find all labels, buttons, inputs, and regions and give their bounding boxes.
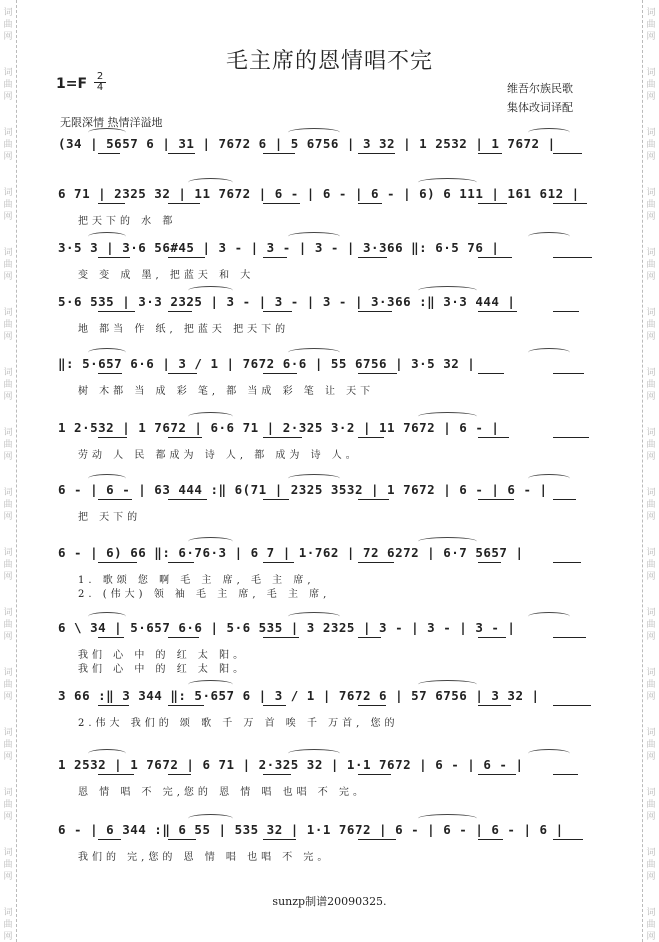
watermark-char: 词 bbox=[646, 248, 656, 258]
watermark-char: 网 bbox=[3, 752, 13, 762]
watermark-char: 曲 bbox=[3, 80, 13, 90]
watermark-char: 曲 bbox=[646, 740, 656, 750]
beam-line bbox=[478, 257, 512, 258]
beam-line bbox=[263, 839, 296, 840]
watermark-char: 曲 bbox=[3, 620, 13, 630]
slur-mark bbox=[528, 348, 570, 357]
beam-line bbox=[168, 774, 191, 775]
watermark-char: 曲 bbox=[646, 500, 656, 510]
beam-line bbox=[478, 499, 514, 500]
watermark-char: 曲 bbox=[646, 680, 656, 690]
beam-line bbox=[168, 257, 205, 258]
beam-line bbox=[553, 774, 578, 775]
watermark-char: 曲 bbox=[646, 860, 656, 870]
beam-line bbox=[478, 637, 506, 638]
credit-lyrics: 集体改词译配 bbox=[507, 101, 573, 114]
watermark-char: 曲 bbox=[646, 20, 656, 30]
beam-line bbox=[168, 637, 199, 638]
lyric-line: 劳动 人 民 都成为 诗 人, 都 成为 诗 人。 bbox=[78, 450, 360, 460]
lyric-line: 我们 心 中 的 红 太 阳。 bbox=[78, 650, 248, 660]
lyric-line: 我们的 完,您的 恩 情 唱 也唱 不 完。 bbox=[78, 852, 332, 862]
beam-line bbox=[478, 153, 502, 154]
left-watermark-strip bbox=[0, 0, 17, 942]
slur-mark bbox=[528, 128, 570, 137]
lyric-line: 树 木都 当 成 彩 笔, 都 当成 彩 笔 让 天下 bbox=[78, 386, 375, 396]
watermark-char: 曲 bbox=[646, 380, 656, 390]
beam-line bbox=[478, 311, 517, 312]
beam-line bbox=[358, 153, 395, 154]
slur-mark bbox=[418, 412, 477, 421]
beam-line bbox=[358, 774, 391, 775]
watermark-char: 曲 bbox=[646, 80, 656, 90]
beam-line bbox=[478, 705, 511, 706]
watermark-char: 词 bbox=[3, 428, 13, 438]
watermark-char: 曲 bbox=[646, 440, 656, 450]
beam-line bbox=[98, 203, 125, 204]
credit-origin: 维吾尔族民歌 bbox=[507, 82, 573, 95]
watermark-char: 曲 bbox=[3, 800, 13, 810]
watermark-char: 网 bbox=[3, 212, 13, 222]
beam-line bbox=[168, 839, 196, 840]
watermark-char: 曲 bbox=[3, 500, 13, 510]
watermark-char: 词 bbox=[646, 608, 656, 618]
slur-mark bbox=[88, 749, 126, 758]
watermark-char: 词 bbox=[646, 308, 656, 318]
watermark-char: 词 bbox=[646, 788, 656, 798]
beam-line bbox=[168, 311, 192, 312]
watermark-char: 曲 bbox=[646, 140, 656, 150]
slur-mark bbox=[528, 749, 570, 758]
watermark-char: 词 bbox=[3, 368, 13, 378]
notation-line: 6 - | 6 - | 63 444 :‖ 6(71 | 2325 3532 | 1 7672 | 6 - | 6 - | bbox=[58, 482, 548, 497]
notation-line: (34 | 5657 6 | 31 | 7672 6 | 5 6756 | 3 32 | 1 2532 | 1 7672 | bbox=[58, 136, 556, 151]
beam-line bbox=[98, 257, 130, 258]
beam-line bbox=[553, 257, 592, 258]
watermark-char: 网 bbox=[646, 92, 656, 102]
watermark-char: 曲 bbox=[3, 440, 13, 450]
beam-line bbox=[263, 153, 295, 154]
watermark-char: 词 bbox=[646, 728, 656, 738]
watermark-char: 词 bbox=[3, 68, 13, 78]
watermark-char: 词 bbox=[3, 308, 13, 318]
beam-line bbox=[478, 774, 516, 775]
lyric-line: 2.伟大 我们的 颂 歌 千 万 首 唉 千 万首, 您的 bbox=[78, 718, 399, 728]
watermark-char: 网 bbox=[3, 632, 13, 642]
watermark-char: 词 bbox=[3, 8, 13, 18]
watermark-char: 词 bbox=[3, 188, 13, 198]
beam-line bbox=[98, 562, 137, 563]
watermark-char: 词 bbox=[646, 548, 656, 558]
score-row bbox=[58, 545, 591, 599]
watermark-char: 词 bbox=[3, 788, 13, 798]
beam-line bbox=[168, 203, 200, 204]
watermark-char: 网 bbox=[646, 812, 656, 822]
beam-line bbox=[358, 203, 382, 204]
watermark-char: 网 bbox=[646, 272, 656, 282]
beam-line bbox=[98, 437, 127, 438]
beam-line bbox=[358, 839, 396, 840]
notation-line: 5·6 535 | 3·3 2325 | 3 - | 3 - | 3 - | 3·366 :‖ 3·3 444 | bbox=[58, 294, 516, 309]
score-row bbox=[58, 294, 591, 334]
beam-line bbox=[263, 774, 291, 775]
beam-line bbox=[168, 373, 197, 374]
key-signature: 1=F bbox=[56, 76, 88, 92]
watermark-char: 曲 bbox=[646, 320, 656, 330]
watermark-char: 曲 bbox=[646, 560, 656, 570]
watermark-char: 网 bbox=[646, 932, 656, 942]
watermark-char: 词 bbox=[3, 128, 13, 138]
slur-mark bbox=[188, 286, 233, 295]
lyric-line: 把天下的 水 都 bbox=[78, 216, 177, 226]
slur-mark bbox=[288, 474, 340, 483]
right-watermark-strip bbox=[642, 0, 659, 942]
slur-mark bbox=[188, 537, 233, 546]
watermark-char: 曲 bbox=[646, 920, 656, 930]
slur-mark bbox=[288, 348, 340, 357]
beam-line bbox=[358, 437, 384, 438]
score-row bbox=[58, 240, 591, 280]
watermark-char: 词 bbox=[3, 668, 13, 678]
slur-mark bbox=[288, 128, 340, 137]
beam-line bbox=[478, 562, 501, 563]
beam-line bbox=[553, 437, 589, 438]
watermark-char: 词 bbox=[646, 188, 656, 198]
lyric-line: 恩 情 唱 不 完,您的 恩 情 唱 也唱 不 完。 bbox=[78, 787, 367, 797]
beam-line bbox=[168, 705, 204, 706]
beam-line bbox=[358, 311, 392, 312]
watermark-char: 词 bbox=[646, 128, 656, 138]
beam-line bbox=[553, 153, 582, 154]
watermark-char: 曲 bbox=[646, 260, 656, 270]
score-row bbox=[58, 822, 591, 862]
watermark-char: 词 bbox=[3, 728, 13, 738]
watermark-char: 曲 bbox=[3, 140, 13, 150]
slur-mark bbox=[188, 680, 233, 689]
beam-line bbox=[358, 705, 386, 706]
watermark-char: 词 bbox=[646, 368, 656, 378]
beam-line bbox=[263, 437, 302, 438]
beam-line bbox=[98, 705, 129, 706]
beam-line bbox=[168, 437, 202, 438]
watermark-char: 词 bbox=[646, 68, 656, 78]
slur-mark bbox=[188, 178, 233, 187]
watermark-char: 曲 bbox=[3, 920, 13, 930]
beam-line bbox=[98, 839, 121, 840]
watermark-char: 词 bbox=[646, 848, 656, 858]
beam-line bbox=[263, 373, 297, 374]
watermark-char: 词 bbox=[3, 608, 13, 618]
watermark-char: 网 bbox=[646, 572, 656, 582]
slur-mark bbox=[418, 680, 477, 689]
beam-line bbox=[98, 499, 132, 500]
slur-mark bbox=[528, 232, 570, 241]
beam-line bbox=[358, 637, 381, 638]
beam-line bbox=[98, 311, 135, 312]
slur-mark bbox=[88, 128, 126, 137]
score-row bbox=[58, 420, 591, 460]
notation-line: 1 2532 | 1 7672 | 6 71 | 2·325 32 | 1·1 7672 | 6 - | 6 - | bbox=[58, 757, 524, 772]
watermark-char: 网 bbox=[646, 392, 656, 402]
watermark-char: 网 bbox=[646, 692, 656, 702]
watermark-char: 网 bbox=[3, 872, 13, 882]
slur-mark bbox=[88, 612, 126, 621]
beam-line bbox=[168, 562, 194, 563]
watermark-char: 词 bbox=[646, 488, 656, 498]
watermark-char: 曲 bbox=[3, 20, 13, 30]
watermark-char: 网 bbox=[646, 632, 656, 642]
watermark-char: 曲 bbox=[3, 680, 13, 690]
notation-line: 6 71 | 2325 32 | 11 7672 | 6 - | 6 - | 6 - | 6) 6 111 | 161 612 | bbox=[58, 186, 580, 201]
beam-line bbox=[263, 257, 287, 258]
slur-mark bbox=[418, 814, 477, 823]
beam-line bbox=[98, 373, 122, 374]
watermark-char: 网 bbox=[3, 92, 13, 102]
score-row bbox=[58, 136, 591, 176]
beam-line bbox=[263, 705, 286, 706]
beam-line bbox=[553, 373, 584, 374]
watermark-char: 词 bbox=[3, 908, 13, 918]
slur-mark bbox=[528, 612, 570, 621]
lyric-line: 地 都当 作 纸, 把蓝天 把天下的 bbox=[78, 324, 290, 334]
beam-line bbox=[553, 203, 587, 204]
beam-line bbox=[263, 562, 294, 563]
watermark-char: 网 bbox=[3, 332, 13, 342]
beam-line bbox=[358, 562, 394, 563]
tempo-marking: 无限深情 热情洋溢地 bbox=[60, 116, 163, 129]
beam-line bbox=[263, 499, 289, 500]
beam-line bbox=[553, 839, 583, 840]
beam-line bbox=[478, 839, 503, 840]
watermark-char: 词 bbox=[646, 428, 656, 438]
slur-mark bbox=[418, 178, 477, 187]
watermark-char: 网 bbox=[646, 212, 656, 222]
watermark-char: 词 bbox=[646, 668, 656, 678]
watermark-char: 网 bbox=[3, 812, 13, 822]
slur-mark bbox=[88, 232, 126, 241]
notation-line: 3 66 :‖ 3 344 ‖: 5·657 6 | 3 / 1 | 7672 6 | 57 6756 | 3 32 | bbox=[58, 688, 540, 703]
watermark-char: 网 bbox=[646, 152, 656, 162]
watermark-char: 曲 bbox=[3, 200, 13, 210]
beam-line bbox=[263, 203, 300, 204]
watermark-char: 网 bbox=[3, 692, 13, 702]
watermark-char: 网 bbox=[646, 452, 656, 462]
lyric-line: 我们 心 中 的 红 太 阳。 bbox=[78, 664, 248, 674]
slur-mark bbox=[88, 348, 126, 357]
notation-line: 6 - | 6 344 :‖ 6 55 | 535 32 | 1·1 7672 | 6 - | 6 - | 6 - | 6 | bbox=[58, 822, 564, 837]
slur-mark bbox=[418, 537, 477, 546]
song-title: 毛主席的恩情唱不完 bbox=[225, 49, 433, 74]
score-row bbox=[58, 688, 591, 728]
watermark-char: 网 bbox=[3, 512, 13, 522]
beam-line bbox=[168, 153, 195, 154]
beam-line bbox=[358, 373, 397, 374]
watermark-char: 词 bbox=[3, 248, 13, 258]
transcriber-credit: sunzp制谱20090325. bbox=[272, 895, 387, 908]
beam-line bbox=[478, 437, 509, 438]
watermark-char: 词 bbox=[3, 548, 13, 558]
watermark-char: 网 bbox=[3, 452, 13, 462]
beam-line bbox=[98, 774, 134, 775]
notation-line: 6 - | 6) 66 ‖: 6·76·3 | 6 7 | 1·762 | 72 6272 | 6·7 5657 | bbox=[58, 545, 524, 560]
watermark-char: 网 bbox=[646, 752, 656, 762]
watermark-char: 词 bbox=[3, 488, 13, 498]
notation-line: 1 2·532 | 1 7672 | 6·6 71 | 2·325 3·2 | 11 7672 | 6 - | bbox=[58, 420, 500, 435]
lyric-line: 把 天下的 bbox=[78, 512, 142, 522]
score-row bbox=[58, 620, 591, 674]
watermark-char: 词 bbox=[646, 8, 656, 18]
slur-mark bbox=[288, 612, 340, 621]
beam-line bbox=[553, 499, 576, 500]
lyric-line: 2. (伟大) 领 袖 毛 主 席, 毛 主 席, bbox=[78, 589, 331, 599]
watermark-char: 曲 bbox=[646, 800, 656, 810]
watermark-char: 网 bbox=[646, 32, 656, 42]
lyric-line: 变 变 成 墨, 把蓝天 和 大 bbox=[78, 270, 255, 280]
slur-mark bbox=[188, 814, 233, 823]
lyric-line: 1. 歌颂 您 啊 毛 主 席, 毛 主 席, bbox=[78, 575, 315, 585]
time-signature-top: 2 bbox=[94, 72, 106, 83]
beam-line bbox=[478, 373, 504, 374]
watermark-char: 曲 bbox=[3, 860, 13, 870]
watermark-char: 网 bbox=[3, 572, 13, 582]
watermark-char: 词 bbox=[3, 848, 13, 858]
watermark-char: 曲 bbox=[3, 260, 13, 270]
slur-mark bbox=[288, 749, 340, 758]
beam-line bbox=[263, 311, 292, 312]
score-row bbox=[58, 356, 591, 396]
beam-line bbox=[98, 637, 124, 638]
slur-mark bbox=[528, 474, 570, 483]
watermark-char: 网 bbox=[3, 152, 13, 162]
score-row bbox=[58, 482, 591, 522]
watermark-char: 曲 bbox=[3, 380, 13, 390]
watermark-char: 曲 bbox=[646, 620, 656, 630]
score-row bbox=[58, 186, 591, 226]
beam-line bbox=[263, 637, 299, 638]
notation-line: 3·5 3 | 3·6 56#45 | 3 - | 3 - | 3 - | 3·366 ‖: 6·5 76 | bbox=[58, 240, 500, 255]
beam-line bbox=[358, 499, 389, 500]
watermark-char: 曲 bbox=[646, 200, 656, 210]
beam-line bbox=[553, 311, 579, 312]
beam-line bbox=[358, 257, 387, 258]
notation-line: 6 \ 34 | 5·657 6·6 | 5·6 535 | 3 2325 | 3 - | 3 - | 3 - | bbox=[58, 620, 516, 635]
watermark-char: 词 bbox=[646, 908, 656, 918]
watermark-char: 网 bbox=[3, 32, 13, 42]
slur-mark bbox=[288, 232, 340, 241]
slur-mark bbox=[188, 412, 233, 421]
score-row bbox=[58, 757, 591, 797]
watermark-char: 网 bbox=[3, 932, 13, 942]
beam-line bbox=[553, 637, 586, 638]
watermark-char: 网 bbox=[646, 512, 656, 522]
slur-mark bbox=[88, 474, 126, 483]
beam-line bbox=[478, 203, 507, 204]
beam-line bbox=[553, 562, 581, 563]
watermark-char: 曲 bbox=[3, 320, 13, 330]
time-signature-bottom: 4 bbox=[96, 82, 104, 93]
watermark-char: 网 bbox=[646, 872, 656, 882]
beam-line bbox=[98, 153, 120, 154]
watermark-char: 网 bbox=[3, 272, 13, 282]
slur-mark bbox=[418, 286, 477, 295]
watermark-char: 曲 bbox=[3, 740, 13, 750]
watermark-char: 网 bbox=[646, 332, 656, 342]
beam-line bbox=[553, 705, 591, 706]
watermark-char: 曲 bbox=[3, 560, 13, 570]
beam-line bbox=[168, 499, 207, 500]
notation-line: ‖: 5·657 6·6 | 3 / 1 | 7672 6·6 | 55 6756 | 3·5 32 | bbox=[58, 356, 476, 371]
watermark-char: 网 bbox=[3, 392, 13, 402]
time-signature bbox=[94, 72, 106, 93]
